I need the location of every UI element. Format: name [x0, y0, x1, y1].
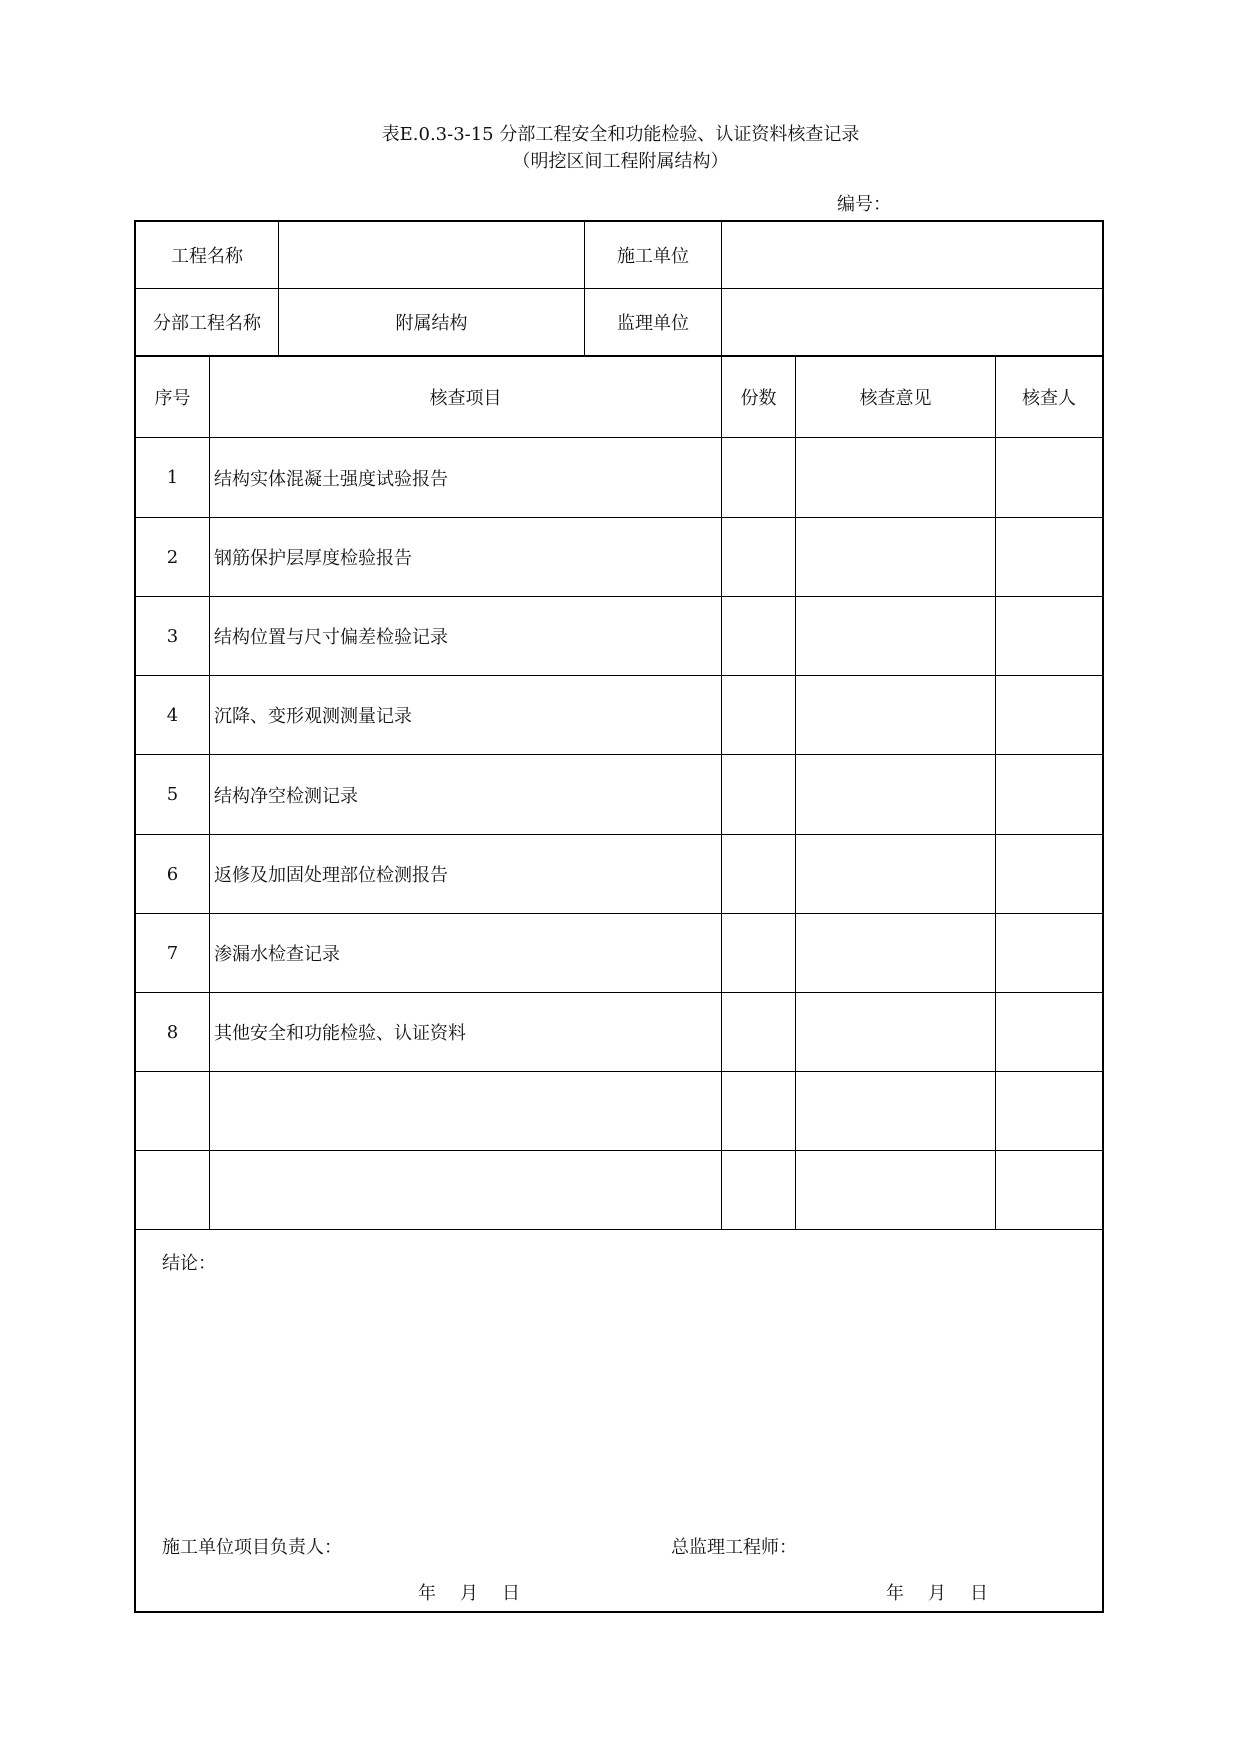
chief-supervisor-label: 总监理工程师： — [671, 1537, 797, 1558]
divider — [136, 1229, 1102, 1230]
contractor-label: 施工单位 — [617, 246, 689, 267]
row-number: 6 — [166, 863, 179, 885]
page-title: 表E.0.3-3-15 分部工程安全和功能检验、认证资料核查记录 — [381, 124, 860, 145]
subproject-label: 分部工程名称 — [153, 313, 261, 334]
row-item: 沉降、变形观测测量记录 — [214, 706, 412, 727]
date-month: 月 — [928, 1583, 946, 1604]
inspection-form — [134, 220, 1104, 1613]
serial-number-label: 编号： — [837, 194, 891, 215]
divider — [721, 355, 722, 1229]
row-number: 8 — [166, 1021, 179, 1043]
date-year: 年 — [418, 1583, 436, 1604]
contractor-signature-label: 施工单位项目负责人： — [162, 1537, 342, 1558]
project-name-label: 工程名称 — [171, 246, 243, 267]
date-year: 年 — [886, 1583, 904, 1604]
date-day: 日 — [970, 1583, 988, 1604]
contractor-date — [418, 1579, 520, 1605]
page-subtitle: （明挖区间工程附属结构） — [512, 151, 729, 172]
project-name-value[interactable] — [279, 222, 584, 288]
column-header-copies: 份数 — [740, 388, 777, 409]
row-number: 2 — [166, 546, 179, 568]
row-item: 结构净空检测记录 — [214, 785, 358, 807]
supervisor-date — [886, 1579, 988, 1605]
row-number: 4 — [166, 704, 179, 726]
supervisor-label: 监理单位 — [617, 313, 689, 334]
row-number: 5 — [166, 784, 179, 805]
row-item — [210, 1072, 721, 1150]
conclusion-label: 结论： — [162, 1253, 216, 1274]
supervisor-value[interactable] — [722, 289, 1102, 355]
row-item: 渗漏水检查记录 — [214, 944, 340, 965]
column-header-opinion: 核查意见 — [859, 388, 932, 409]
divider — [995, 355, 996, 1229]
row-number: 3 — [166, 625, 179, 647]
row-number: 1 — [166, 467, 179, 488]
row-item: 结构位置与尺寸偏差检验记录 — [214, 627, 448, 648]
column-header-inspector: 核查人 — [1022, 388, 1076, 409]
date-day: 日 — [502, 1583, 520, 1604]
date-month: 月 — [460, 1583, 478, 1604]
row-item: 结构实体混凝土强度试验报告 — [214, 468, 448, 490]
row-number: 7 — [166, 942, 179, 964]
row-number — [136, 1151, 209, 1229]
row-item: 其他安全和功能检验、认证资料 — [214, 1023, 466, 1044]
column-header-no: 序号 — [154, 388, 191, 409]
row-item: 钢筋保护层厚度检验报告 — [214, 548, 412, 569]
row-item — [210, 1151, 721, 1229]
column-header-item: 核查项目 — [429, 388, 502, 409]
divider — [795, 355, 796, 1229]
contractor-value[interactable] — [722, 222, 1102, 288]
row-item: 返修及加固处理部位检测报告 — [214, 865, 448, 886]
subproject-value[interactable]: 附属结构 — [395, 313, 468, 334]
row-number — [136, 1072, 209, 1150]
